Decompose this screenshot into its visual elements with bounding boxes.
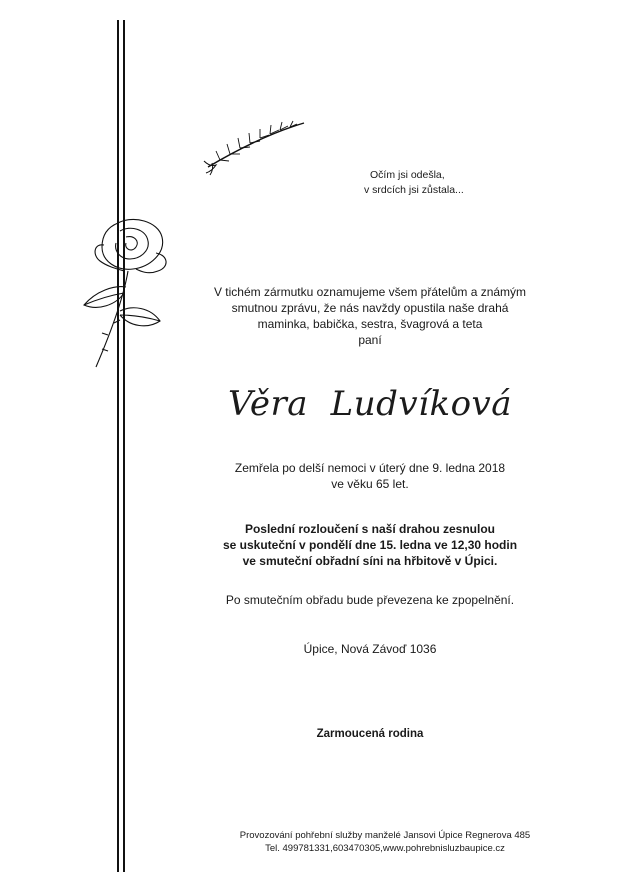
address: Úpice, Nová Závoď 1036	[303, 642, 437, 656]
footer	[150, 829, 620, 855]
farewell-line: ve smuteční obřadní síni na hřbitově v Úpici.	[242, 554, 498, 568]
death-line: ve věku 65 let.	[331, 477, 409, 491]
palm-branch-icon	[200, 115, 310, 177]
farewell-details	[140, 521, 600, 569]
motto-line-1: Očím jsi odešla,	[370, 169, 445, 181]
death-line: Zemřela po delší nemoci v úterý dne 9. ledna 2018	[234, 461, 506, 475]
footer-line-2: Tel. 499781331,603470305,www.pohrebnisluzbaupice.cz	[265, 843, 505, 854]
vertical-rule-right	[123, 20, 125, 872]
announcement-line: V tichém zármutku oznamujeme všem přátelům a známým	[213, 285, 527, 299]
announcement-line: smutnou zprávu, že nás navždy opustila naše drahá	[231, 301, 509, 315]
announcement-line: paní	[358, 333, 382, 347]
announcement	[140, 284, 600, 348]
motto	[364, 168, 500, 198]
farewell-line: se uskuteční v pondělí dne 15. ledna ve 12,30 hodin	[222, 538, 518, 552]
announcement-line: maminka, babička, sestra, švagrová a teta	[257, 317, 483, 331]
motto-line-2: v srdcích jsi zůstala...	[364, 184, 464, 196]
family-signature: Zarmoucená rodina	[316, 728, 424, 740]
cremation-note: Po smutečním obřadu bude převezena ke zpopelnění.	[225, 593, 515, 607]
footer-line-1: Provozování pohřební služby manželé Jansovi Úpice Regnerova 485	[239, 830, 531, 841]
deceased-name: Věra Ludvíková	[227, 384, 513, 424]
farewell-line: Poslední rozloučení s naší drahou zesnulou	[244, 522, 496, 536]
death-notice	[140, 460, 600, 492]
vertical-rule-left	[117, 20, 119, 872]
